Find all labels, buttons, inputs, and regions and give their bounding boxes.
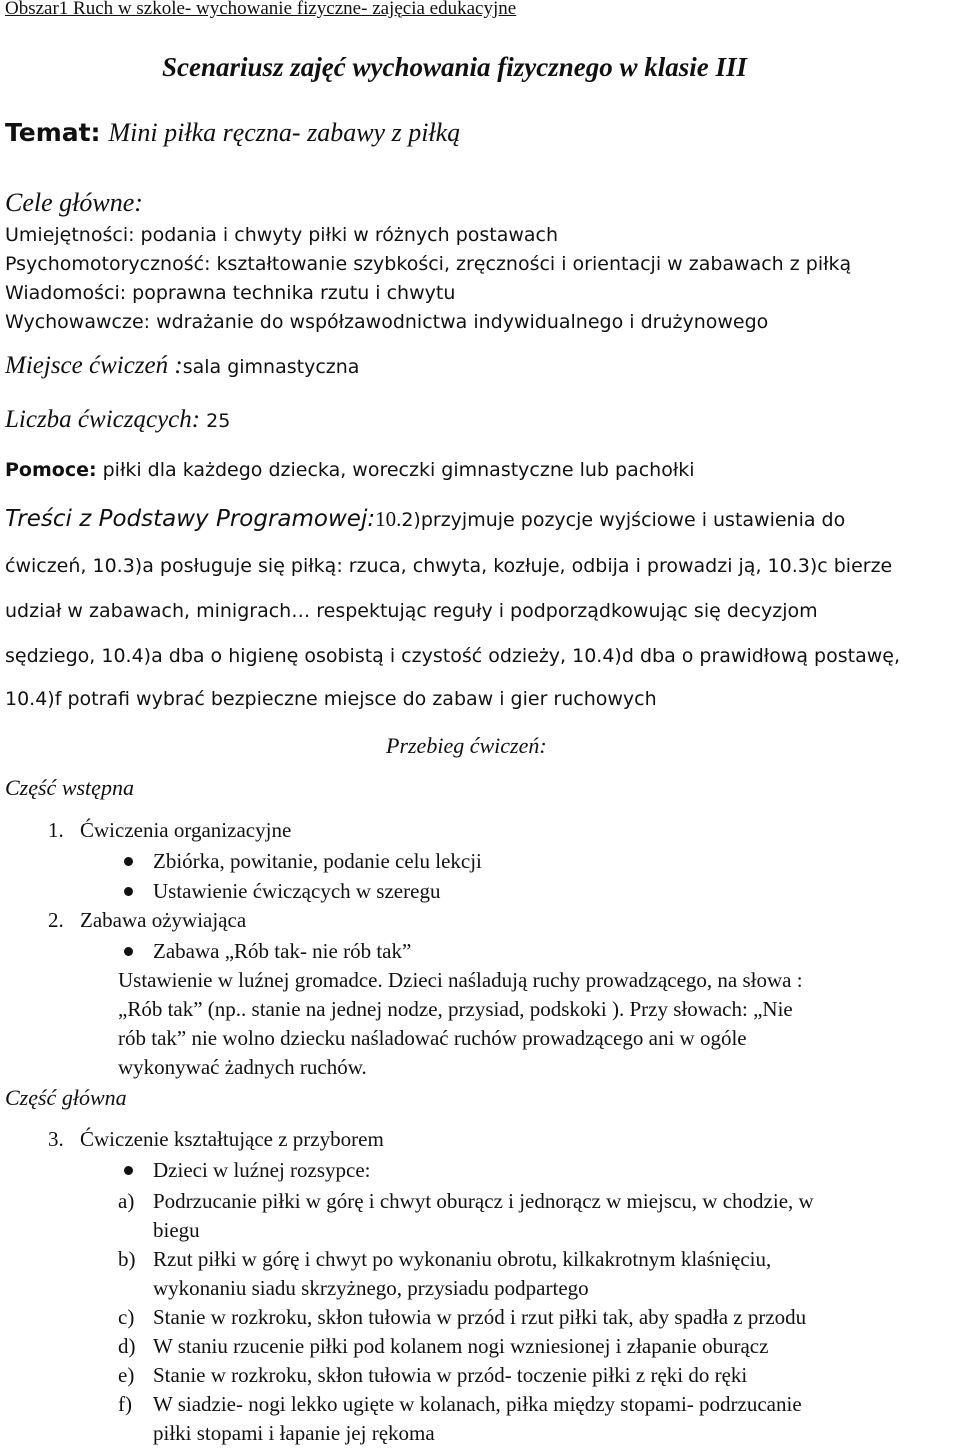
intro-bullet: Zbiórka, powitanie, podanie celu lekcji	[153, 849, 482, 873]
count-line	[5, 406, 230, 434]
exercise-line: Podrzucanie piłki w górę i chwyt oburącz i jednorącz w miejscu, w chodzie, w	[153, 1189, 814, 1213]
curriculum-label: Treści z Podstawy Programowej:	[5, 506, 376, 532]
intro-part-heading: Część wstępna	[5, 775, 134, 800]
exercise-letter: a)	[118, 1189, 135, 1213]
exercise-letter: c)	[118, 1305, 135, 1329]
topic-value: Mini piłka ręczna- zabawy z piłką	[108, 118, 461, 147]
bullet-icon	[124, 887, 133, 896]
intro-item-2	[48, 908, 247, 933]
goal-item: Umiejętności: podania i chwyty piłki w różnych postawach	[5, 224, 559, 246]
game-desc-line: Ustawienie w luźnej gromadce. Dzieci naśladują ruchy prowadzącego, na słowa :	[118, 968, 803, 992]
intro-item-1-title: Ćwiczenia organizacyjne	[80, 818, 292, 842]
curriculum-line-2: ćwiczeń, 10.3)a posługuje się piłką: rzuca, chwyta, kozłuje, odbija i prowadzi ją, 10.3)c bierze	[5, 555, 893, 577]
intro-bullet: Ustawienie ćwiczących w szeregu	[153, 879, 441, 903]
goal-item: Wychowawcze: wdrażanie do współzawodnictwa indywidualnego i drużynowego	[5, 311, 769, 333]
course-heading: Przebieg ćwiczeń:	[386, 733, 547, 758]
curriculum-line-3: udział w zabawach, minigrach… respektując reguły i podporządkowując się decyzjom	[5, 600, 818, 622]
intro-item-2-title: Zabawa ożywiająca	[80, 908, 247, 932]
goals-heading: Cele główne:	[5, 188, 143, 217]
game-desc-line: wykonywać żadnych ruchów.	[118, 1055, 367, 1079]
place-line	[5, 352, 359, 380]
bullet-icon	[124, 857, 133, 866]
document-header: Obszar1 Ruch w szkole- wychowanie fizyczne- zajęcia edukacyjne	[5, 0, 517, 19]
aids-value: piłki dla każdego dziecka, woreczki gimnastyczne lub pachołki	[96, 459, 695, 481]
curriculum-line-1	[5, 506, 845, 532]
intro-item-1	[48, 818, 292, 843]
topic-label: Temat:	[5, 118, 101, 147]
aids-line	[5, 459, 695, 481]
main-bullet: Dzieci w luźnej rozsypce:	[153, 1158, 371, 1182]
exercise-line: wykonaniu siadu skrzyżnego, przysiadu podpartego	[153, 1276, 589, 1300]
exercise-letter: f)	[118, 1392, 132, 1416]
aids-label: Pomoce:	[5, 459, 97, 481]
curriculum-first: 10.	[375, 507, 402, 531]
count-label: Liczba ćwiczących:	[5, 406, 201, 433]
exercise-line: Rzut piłki w górę i chwyt po wykonaniu obrotu, kilkakrotnym klaśnięciu,	[153, 1247, 772, 1271]
main-item-3	[48, 1127, 384, 1152]
exercise-line: piłki stopami i łapanie jej rękoma	[153, 1421, 435, 1445]
curriculum-line-4: sędziego, 10.4)a dba o higienę osobistą i czystość odzieży, 10.4)d dba o prawidłową postawę,	[5, 645, 900, 667]
place-value: sala gimnastyczna	[182, 356, 360, 378]
curriculum-line-5: 10.4)f potrafi wybrać bezpieczne miejsce do zabaw i gier ruchowych	[5, 688, 657, 710]
goal-item: Wiadomości: poprawna technika rzutu i chwytu	[5, 282, 456, 304]
exercise-line: W siadzie- nogi lekko ugięte w kolanach, piłka między stopami- podrzucanie	[153, 1392, 802, 1416]
exercise-line: Stanie w rozkroku, skłon tułowia w przód i rzut piłki tak, aby spadła z przodu	[153, 1305, 807, 1329]
page-title: Scenariusz zajęć wychowania fizycznego w klasie III	[162, 52, 748, 82]
curriculum-text: 2)przyjmuje pozycje wyjściowe i ustawienia do	[401, 509, 846, 531]
intro-item-2-number: 2.	[48, 908, 64, 932]
bullet-icon	[124, 947, 133, 956]
exercise-line: biegu	[153, 1218, 200, 1242]
place-label: Miejsce ćwiczeń :	[5, 352, 183, 379]
main-part-heading: Część główna	[5, 1085, 127, 1110]
goal-item: Psychomotoryczność: kształtowanie szybkości, zręczności i orientacji w zabawach z piłką	[5, 253, 852, 275]
exercise-letter: e)	[118, 1363, 135, 1387]
game-desc-line: „Rób tak” (np.. stanie na jednej nodze, przysiad, podskoki ). Przy słowach: „Nie	[118, 997, 793, 1021]
exercise-letter: d)	[118, 1334, 136, 1358]
main-item-3-title: Ćwiczenie kształtujące z przyborem	[80, 1127, 384, 1151]
intro-item-1-number: 1.	[48, 818, 64, 842]
game-desc-line: rób tak” nie wolno dziecku naśladować ruchów prowadzącego ani w ogóle	[118, 1026, 747, 1050]
main-item-3-number: 3.	[48, 1127, 64, 1151]
exercise-line: W staniu rzucenie piłki pod kolanem nogi wzniesionej i złapanie oburącz	[153, 1334, 769, 1358]
exercise-line: Stanie w rozkroku, skłon tułowia w przód- toczenie piłki z ręki do ręki	[153, 1363, 748, 1387]
count-value: 25	[200, 410, 231, 432]
exercise-letter: b)	[118, 1247, 136, 1271]
topic-line	[5, 118, 460, 148]
game-bullet: Zabawa „Rób tak- nie rób tak”	[153, 939, 412, 963]
bullet-icon	[124, 1166, 133, 1175]
